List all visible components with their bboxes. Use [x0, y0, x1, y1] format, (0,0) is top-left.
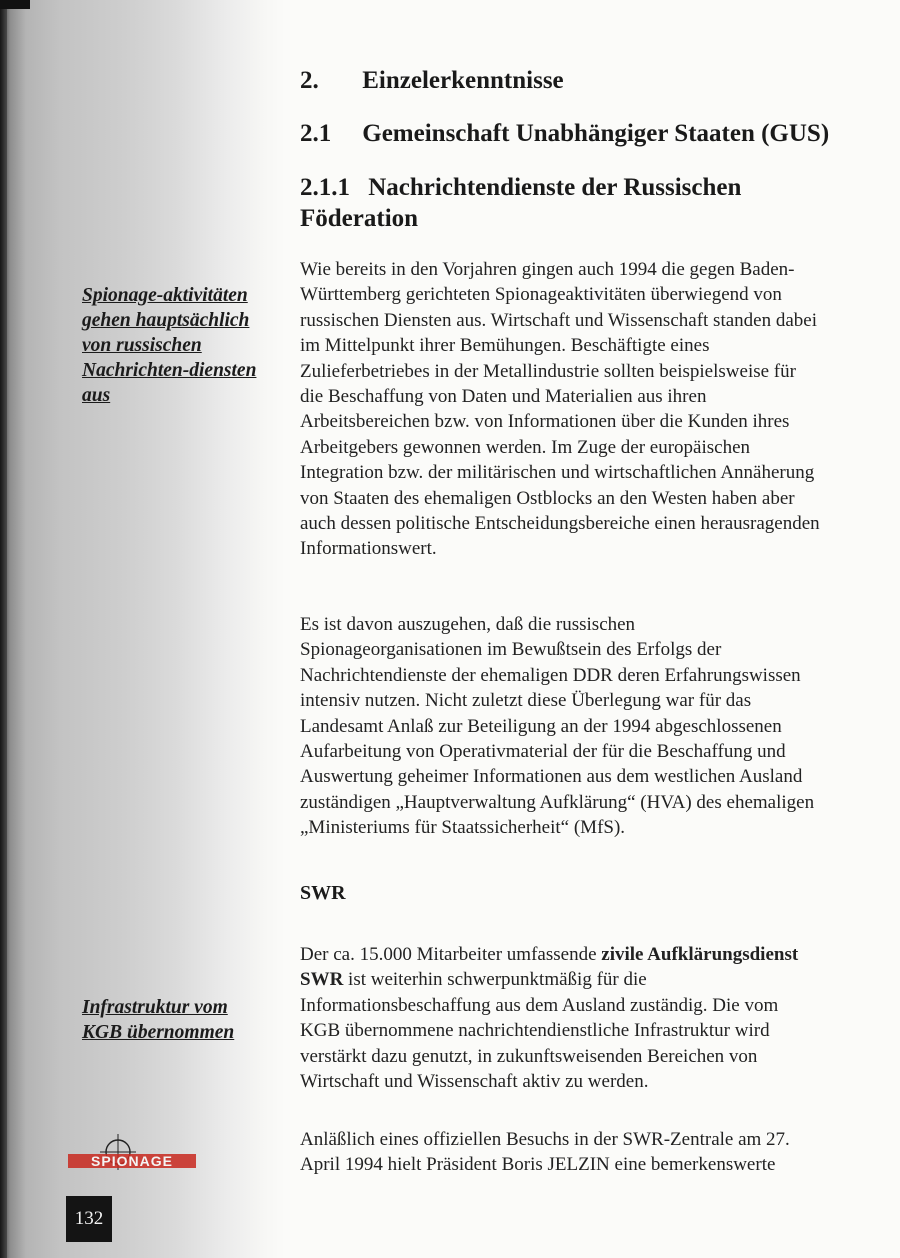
subsection-number: 2.1.1	[300, 174, 350, 201]
subsection-heading	[300, 172, 860, 234]
book-spine-shadow	[0, 0, 7, 1258]
margin-note-infrastruktur: Infrastruktur vom KGB übernommen	[82, 997, 235, 1043]
section-number: 2.1	[300, 120, 332, 147]
paragraph-3-start: Der ca. 15.000 Mitarbeiter umfassende	[300, 944, 602, 965]
paragraph-4: Anläßlich eines offiziellen Besuchs in der SWR-Zentrale am 27. April 1994 hielt Präsident Boris JELZIN eine bemerkenswerte	[300, 1129, 790, 1176]
margin-shading	[0, 0, 285, 1258]
spionage-logo-icon	[66, 1132, 198, 1178]
subsection-title-line2: Föderation	[300, 205, 419, 232]
corner-mark	[0, 0, 30, 9]
paragraph-2: Es ist davon auszugehen, daß die russischen Spionageorganisationen im Bewußtsein des Erfolgs der Nachrichtendienste der ehemaligen DDR deren Erfahrungswissen intensiv nutzen. Nicht zuletzt diese Überlegung war für das Landesamt Anlaß zur Beteiligung an der 1994 abgeschlossenen Aufarbeitung von Operativmaterial der für die Beschaffung und Auswertung geheimer Informationen aus dem westlichen Ausland zuständigen „Hauptverwaltung Aufklärung“ (HVA) des ehemaligen „Ministeriums für Staatssicherheit“ (MfS).	[300, 614, 815, 839]
paragraph-3-rest: ist weiterhin schwerpunktmäßig für die Informationsbeschaffung aus dem Ausland zuständig. Die vom KGB übernommene nachrichtendienstliche Infrastruktur wird verstärkt dazu genutzt, in zukunftsweisenden Bereichen von Wirtschaft und Wissenschaft aktiv zu werden.	[300, 969, 779, 1093]
svg-text:SPIONAGE: SPIONAGE	[91, 1153, 173, 1169]
chapter-heading	[300, 65, 564, 96]
paragraph-1: Wie bereits in den Vorjahren gingen auch 1994 die gegen Baden-Württemberg gerichteten Spionageaktivitäten überwiegend von russischen Diensten aus. Wirtschaft und Wissenschaft standen dabei im Mittelpunkt ihrer Bemühungen. Beschäftigte eines Zulieferbetriebes in der Metallindustrie sollten beispielsweise für die Beschaffung von Daten und Materialien aus ihren Arbeitsbereichen bzw. von Informationen über die Kunden ihres Arbeitgebers gewonnen werden. Im Zuge der europäischen Integration bzw. der militärischen und wirtschaftlichen Annäherung von Staaten des ehemaligen Ostblocks an den Westen haben aber auch dessen politische Entscheidungsbereiche einen herausragenden Informationswert.	[300, 259, 820, 560]
chapter-title: Einzelerkenntnisse	[362, 67, 564, 94]
paragraph-3	[300, 942, 820, 1094]
chapter-number: 2.	[300, 67, 319, 94]
swr-heading: SWR	[300, 882, 346, 904]
section-heading	[300, 118, 829, 149]
subsection-title-line1: Nachrichtendienste der Russischen	[368, 174, 742, 201]
page-number: 132	[66, 1196, 112, 1242]
section-title: Gemeinschaft Unabhängiger Staaten (GUS)	[362, 120, 830, 147]
paragraph-3-emphasis: zivile Aufklärungsdienst SWR	[300, 944, 799, 991]
margin-note-spionage: Spionage-aktivitäten gehen hauptsächlich von russischen Nachrichten-diensten aus	[82, 285, 257, 406]
